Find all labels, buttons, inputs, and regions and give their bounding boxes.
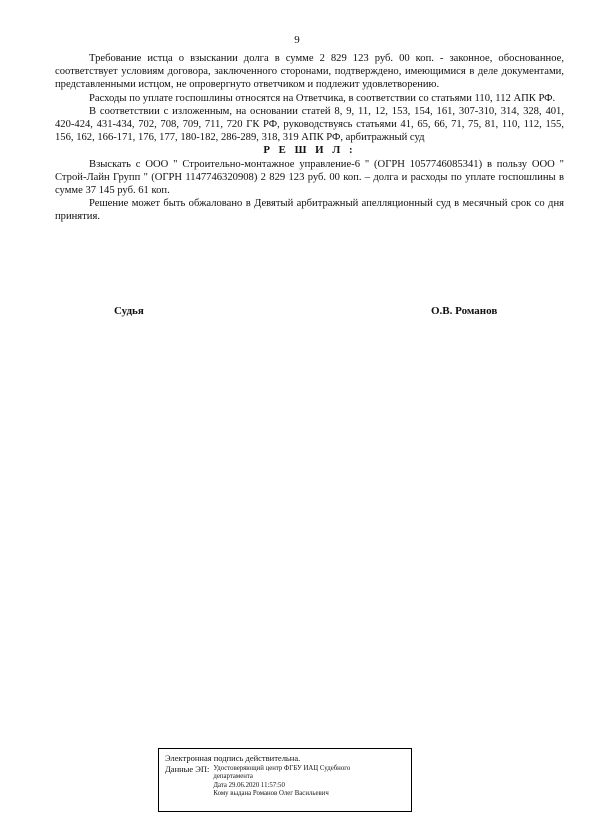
paragraph-legal-basis: В соответствии с изложенным, на основании статей 8, 9, 11, 12, 153, 154, 161, 307-310, 314, 328, 401, 420-424, 431-434, 702, 708, 709, 711, 720 ГК РФ, руководствуясь статьями 41, 65, 66, 71, 75, 81, 110, 112, 155, 156, 162, 166-171, 176, 177, 180-182, 286-289, 318, 319 АПК РФ, арбитражный суд <box>55 105 564 144</box>
paragraph-appeal: Решение может быть обжаловано в Девятый арбитражный апелляционный суд в месячный срок со дня принятия. <box>55 198 564 223</box>
judge-name: О.В. Романов <box>431 305 498 317</box>
e-signature-issuer-cont: департамента <box>213 773 253 781</box>
e-signature-data-label: Данные ЭП: <box>165 764 210 774</box>
e-signature-owner: Кому выдана Романов Олег Васильевич <box>213 790 329 798</box>
paragraph-ruling: Взыскать с ООО " Строительно-монтажное управление-6 " (ОГРН 1057746085341) в пользу ООО " Строй-Лайн Групп " (ОГРН 1147746320908) 2 829 123 руб. 00 коп. – долга и расходы по уплате госпошлины в сумме 37 145 руб. 61 коп. <box>55 158 564 197</box>
paragraph-claim: Требование истца о взыскании долга в сумме 2 829 123 руб. 00 коп. - законное, обоснованное, соответствует условиям договора, заключенного сторонами, подтверждено, имеющимися в деле документами, представленными истцом, не опровергнуто ответчиком и подлежит удовлетворению. <box>55 53 564 91</box>
document-body <box>55 52 564 224</box>
e-signature-date: Дата 29.06.2020 11:57:50 <box>213 781 285 789</box>
paragraph-court-fees: Расходы по уплате госпошлины относятся на Ответчика, в соответствии со статьями 110, 112 АПК РФ. <box>89 92 556 104</box>
page-number: 9 <box>294 34 300 46</box>
electronic-signature-box <box>158 748 412 812</box>
e-signature-title: Электронная подпись действительна. <box>165 753 301 763</box>
judge-label: Судья <box>114 305 144 317</box>
e-signature-data-row <box>165 764 405 799</box>
decision-heading: Р Е Ш И Л : <box>263 144 356 157</box>
e-signature-details <box>213 764 350 799</box>
e-signature-issuer: Удостоверяющий центр ФГБУ ИАЦ Судебного <box>213 765 351 772</box>
